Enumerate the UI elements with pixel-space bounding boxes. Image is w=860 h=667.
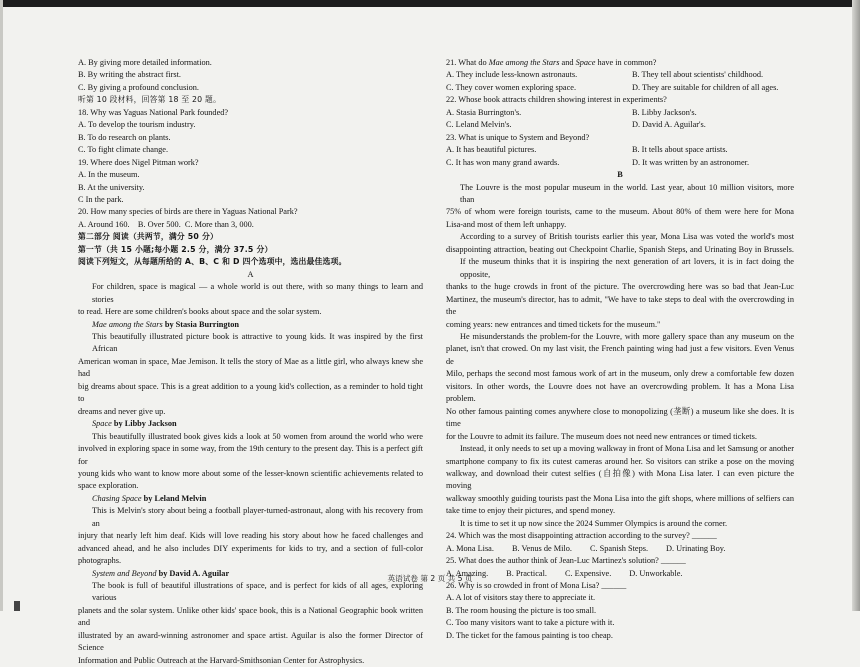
passage-a-line: involved in exploring space in some way, from the 19th century to the present day. This is a perfect gift for [78,444,423,466]
option-c: C. Expensive. [564,568,612,578]
option-d: D. It was written by an astronomer. [632,157,750,167]
option-a: A. Stasia Burrington's. [446,107,522,117]
option-d: D. They are suitable for children of all ages. [632,82,779,92]
passage-a-line: Information and Public Outreach at the Harvard-Smithsonian Center for Astrophysics. [78,655,365,665]
passage-b-line: thanks to the huge crowds in front of the picture. The overcrowding here was so bad that Jean-Luc [446,282,794,292]
passage-b-line: take time to enjoy their pictures, and spend money. [446,506,616,516]
scan-corner-mark [14,601,20,611]
passage-b-line: walkway, and download their cutest selfies (自拍像) with Mona Lisa later. I can even picture the moving [446,468,794,491]
passage-a-line: This is Melvin's story about being a football player-turned-astronaut, along with his recovery from an [92,506,423,528]
option-c: C. Spanish Steps. [589,543,649,553]
book-heading-2 [78,418,423,430]
book-author: by Leland Melvin [141,493,207,503]
passage-a-line: dreams and never give up. [78,406,166,416]
question-21: 21. What do Mae among the Stars and Space have in common? [446,58,657,67]
option-b: B. Libby Jackson's. [632,107,697,117]
option-b: B. It tells about space artists. [632,145,728,155]
scan-top-border [0,0,860,7]
question-18: 18. Why was Yaguas National Park founded? [78,107,229,117]
book-author: by Libby Jackson [111,419,177,429]
option-d: D. The ticket for the famous painting is too cheap. [446,630,613,640]
passage-a-line: advanced ahead, and he also includes DIY experiments for kids to try, and a section of full-color [78,543,423,553]
question-20: 20. How many species of birds are there in Yaguas National Park? [78,207,298,217]
scan-right-edge [852,0,860,611]
passage-b-line: for the Louvre to admit its failure. The museum does not need new entrances or timed tickets. [446,431,757,441]
passage-b-line: He misunderstands the problem-for the Louvre, with more gallery space than any museum on the [460,331,794,341]
passage-b-line: smartphone company to fix its cutest cameras around her. So visitors can strike a pose on the moving [446,456,794,466]
option-a: A. Mona Lisa. [446,543,494,553]
option-c: C. Too many visitors want to take a picture with it. [446,618,615,628]
listening-instruction: 听第 10 段材料，回答第 18 至 20 题。 [78,95,221,105]
passage-b-line: walkway smoothly guiding tourists past the Mona Lisa into the gift shops, where millions of selfiers can [446,493,794,503]
passage-b-line: disappointing attraction, beating out Checkpoint Charlie, Spanish Steps, and Urinating Boy in Brussels. [446,244,794,254]
option-line: C. By giving a profound conclusion. [78,82,199,92]
question-26: 26. Why is so crowded in front of Mona Lisa? ______ [446,581,627,591]
book-title: Space [92,419,112,429]
passage-b-line: According to a survey of British tourists earlier this year, Mona Lisa was voted the world's most [460,232,794,242]
passage-b-line: The Louvre is the most popular museum in the world. Last year, about 10 million visitors, more than [460,182,794,204]
question-19: 19. Where does Nigel Pitman work? [78,157,199,167]
reading-instruction: 阅读下列短文，从每题所给的 A、B、C 和 D 四个选项中，选出最佳选项。 [78,257,347,267]
book-author: by David A. Aguilar [156,568,230,578]
right-column [446,57,794,642]
page-footer: 英语试卷 第 2 页 共 5 页 [387,574,473,583]
option-line: C. To fight climate change. [78,145,169,155]
option-b: B. They tell about scientists' childhood. [632,70,764,80]
passage-a-line: For children, space is magical — a whole world is out there, with so many things to learn and stories [92,282,423,304]
book-title: Chasing Space [92,493,142,503]
option-line: A. By giving more detailed information. [78,58,212,67]
passage-a-line: big dreams about space. This is a great addition to a young kid's collection, as a reminder to hold tight to [78,381,423,404]
book-title: System and Beyond [92,568,157,578]
passage-b-line: Martinez, the museum's director, has to admit, "We have to take steps to deal with the overcrowding in the [446,294,794,317]
option-line: B. By writing the abstract first. [78,70,182,80]
passage-a-line: This beautifully illustrated picture book is attractive to young kids. It was inspired by the first African [92,331,423,354]
passage-b-line: Instead, it only needs to set up a moving walkway in front of Mona Lisa and let Samsung or another [460,444,794,454]
passage-b-line: If the museum thinks that it is inspiring the next generation of art lovers, it is in fact doing the opposite, [460,257,794,279]
question-23: 23. What is unique to System and Beyond? [446,132,590,142]
passage-b-line: Lisa-and most of them left unhappy. [446,219,567,229]
option-line: C In the park. [78,194,124,204]
passage-b-line: No other famous painting comes anywhere close to monopolizing (垄断) a museum like she does. It is time [446,406,794,429]
passage-a-label: A [247,269,254,279]
passage-a-line: injury that nearly left him deaf. Kids will love reading his story about how he faced challenges and [78,531,423,541]
passage-b-line: 75% of whom were foreign tourists, came to the museum. About 80% of them were here for Mona [446,207,794,217]
passage-b-line: planet, isn't that crowed. On my last visit, the French painting wing had just a few visitors. Even Venus de [446,344,794,366]
book-heading-3 [78,493,423,505]
passage-a-line: to read. Here are some children's books about space and the solar system. [78,307,322,317]
option-a: A. It has beautiful pictures. [446,145,537,155]
passage-b-line: coming years: new entrances and timed tickets for the museum." [446,319,661,329]
section-heading: 第二部分 阅读（共两节，满分 50 分） [78,232,218,242]
passage-a-line: space exploration. [78,481,139,491]
option-line: B. At the university. [78,182,145,192]
subsection-heading: 第一节（共 15 小题;每小题 2.5 分，满分 37.5 分） [78,244,273,254]
option-line: A. Around 160. B. Over 500. C. More than 3, 000. [78,219,254,229]
book-author: by Stasia Burrington [162,319,240,329]
question-25: 25. What does the author think of Jean-Luc Martinez's solution? ______ [446,556,686,566]
option-a: A. They include less-known astronauts. [446,70,578,80]
passage-b-line: Milo, perhaps the second most famous work of art in the museum, only drew a comfortable few dozen [446,369,794,379]
passage-b-line: visitors. In other words, the Louvre does not have an overcrowding problem. It has a Mona Lisa problem. [446,381,794,404]
option-c: C. It has won many grand awards. [446,157,560,167]
passage-a-line: illustrated by an award-winning astronomer and space artist. Aguilar is also the former Director of Science [78,630,423,653]
passage-a-line: photographs. [78,556,122,566]
option-line: A. To develop the tourism industry. [78,120,196,130]
option-a: A. A lot of visitors stay there to appreciate it. [446,593,596,603]
option-b: B. The room housing the picture is too small. [446,605,597,615]
option-line: B. To do research on plants. [78,132,171,142]
option-c: C. They cover women exploring space. [446,82,577,92]
question-22: 22. Whose book attracts children showing interest in experiments? [446,95,667,105]
scan-left-edge [0,0,3,611]
option-d: D. Unworkable. [629,568,683,578]
passage-a-line: This beautifully illustrated book gives kids a look at 50 women from around the world who were [92,431,423,441]
passage-a-line: planets and the solar system. Unlike other kids' space book, this is a National Geographic book written and [78,605,423,628]
option-c: C. Leland Melvin's. [446,120,512,130]
passage-b-label: B [617,170,623,180]
book-title: Mae among the Stars [92,319,163,329]
option-d: D. David A. Aguilar's. [632,120,706,130]
option-b: B. Venus de Milo. [511,543,572,553]
option-d: D. Urinating Boy. [666,543,726,553]
question-24: 24. Which was the most disappointing attraction according to the survey? ______ [446,531,717,541]
option-line: A. In the museum. [78,170,140,180]
passage-b-line: It is time to set it up now since the 2024 Summer Olympics is around the corner. [460,518,728,528]
book-heading-1 [78,319,423,331]
passage-a-line: American woman in space, Mae Jemison. It tells the story of Mae as a little girl, who always knew she had [78,356,423,379]
passage-a-line: The book is full of beautiful illustrations of space, and is perfect for kids of all ages, exploring various [92,581,423,603]
option-b: B. Practical. [506,568,547,578]
option-a: A. Amazing. [446,568,489,578]
passage-a-line: young kids who want to know more about some of the lesser-known scientific achievements related to [78,468,423,478]
